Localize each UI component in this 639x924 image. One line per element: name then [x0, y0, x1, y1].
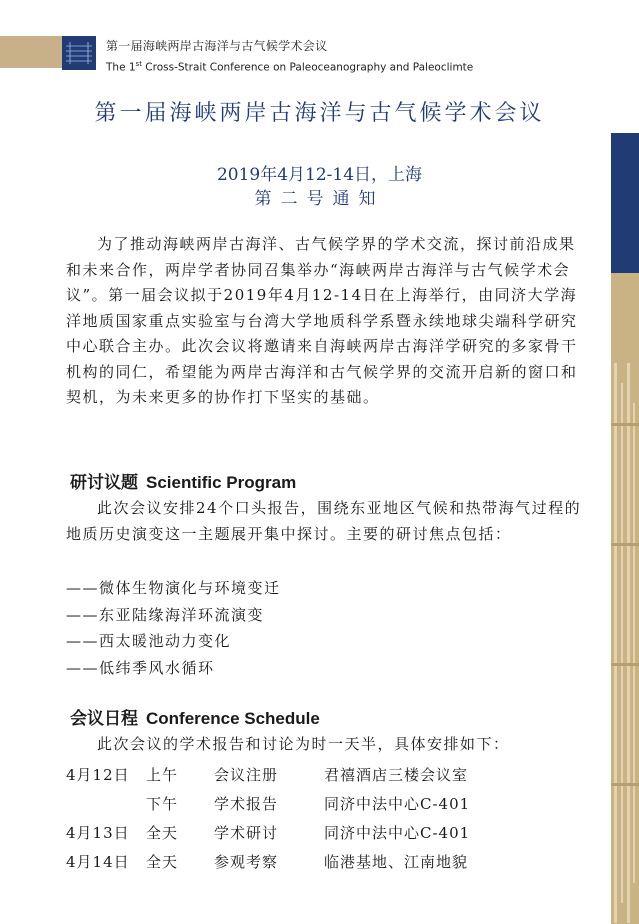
- table-row: [66, 818, 544, 847]
- band-navy-block: [611, 133, 639, 273]
- schedule-location: 临港基地、江南地貌: [324, 853, 469, 871]
- schedule-intro: 此次会议的学术报告和讨论为时一天半，具体安排如下：: [97, 735, 510, 753]
- table-row: [66, 760, 544, 789]
- page-title: 第一届海峡两岸古海洋与古气候学术会议: [94, 101, 545, 126]
- band-pattern-icon: [611, 363, 639, 923]
- program-heading-cn: 研讨议题: [70, 473, 138, 493]
- schedule-date: [66, 789, 146, 818]
- list-item: ——东亚陆缘海洋环流演变: [66, 605, 265, 624]
- schedule-heading-en: Conference Schedule: [146, 709, 320, 728]
- intro-text: 为了推动海峡两岸古海洋、古气候学界的学术交流，探讨前沿成果和未来合作，两岸学者协同召集举办“海峡两岸古海洋与古气候学术会议”。第一届会议拟于2019年4月12-14日在上海举行，由同济大学海洋地质国家重点实验室与台湾大学地质科学系暨永续地球尖端科学研究中心联合主办。此次会议将邀请来自海峡两岸古海洋学研究的多家骨干机构的同仁，希望能为两岸古海洋和古气候学界的交流开启新的窗口和契机，为未来更多的协作打下坚实的基础。: [66, 235, 578, 406]
- schedule-period: 全天: [146, 824, 179, 842]
- header-text: [106, 38, 473, 75]
- list-item: ——西太暖池动力变化: [66, 632, 232, 650]
- schedule-date: 4月13日: [66, 824, 130, 842]
- schedule-period: 全天: [146, 853, 179, 871]
- program-text: 此次会议安排24个口头报告，围绕东亚地区气候和热带海气过程的地质历史演变这一主题展开集中探讨。主要的研讨焦点包括：: [66, 499, 582, 543]
- schedule-table: [66, 760, 544, 876]
- table-row: [66, 789, 544, 818]
- list-item: ——低纬季风水循环: [66, 658, 215, 677]
- program-heading-en: Scientific Program: [146, 473, 297, 492]
- schedule-location: 同济中法中心C-401: [324, 795, 471, 813]
- schedule-activity: 会议注册: [214, 766, 279, 784]
- list-item: ——微体生物演化与环境变迁: [66, 579, 281, 597]
- schedule-heading: [70, 704, 320, 729]
- schedule-heading-cn: 会议日程: [70, 709, 138, 729]
- program-heading: [70, 468, 296, 493]
- topic-list: [66, 575, 281, 681]
- schedule-activity: 学术报告: [214, 795, 279, 813]
- schedule-location: 君禧酒店三楼会议室: [324, 766, 469, 784]
- right-decorative-band: [611, 133, 639, 924]
- program-paragraph: [66, 496, 586, 547]
- table-row: [66, 847, 544, 876]
- conference-logo-icon: [62, 36, 96, 70]
- schedule-activity: 参观考察: [214, 853, 279, 871]
- schedule-period: 下午: [146, 795, 179, 813]
- schedule-date: 4月14日: [66, 853, 130, 871]
- header-org-en: The 1st Cross-Strait Conference on Paleoceanography and Paleoclimte: [106, 60, 474, 74]
- schedule-period: 上午: [146, 766, 179, 784]
- intro-paragraph: [66, 232, 586, 411]
- header-gold-bar: [0, 36, 62, 68]
- schedule-activity: 学术研讨: [214, 824, 279, 842]
- schedule-date: 4月12日: [66, 766, 130, 784]
- schedule-location: 同济中法中心C-401: [324, 824, 471, 842]
- header-org-cn: 第一届海峡两岸古海洋与古气候学术会议: [106, 39, 328, 53]
- notice-label: 第二号通知: [254, 189, 385, 209]
- conference-date: 2019年4月12-14日，上海: [216, 165, 423, 185]
